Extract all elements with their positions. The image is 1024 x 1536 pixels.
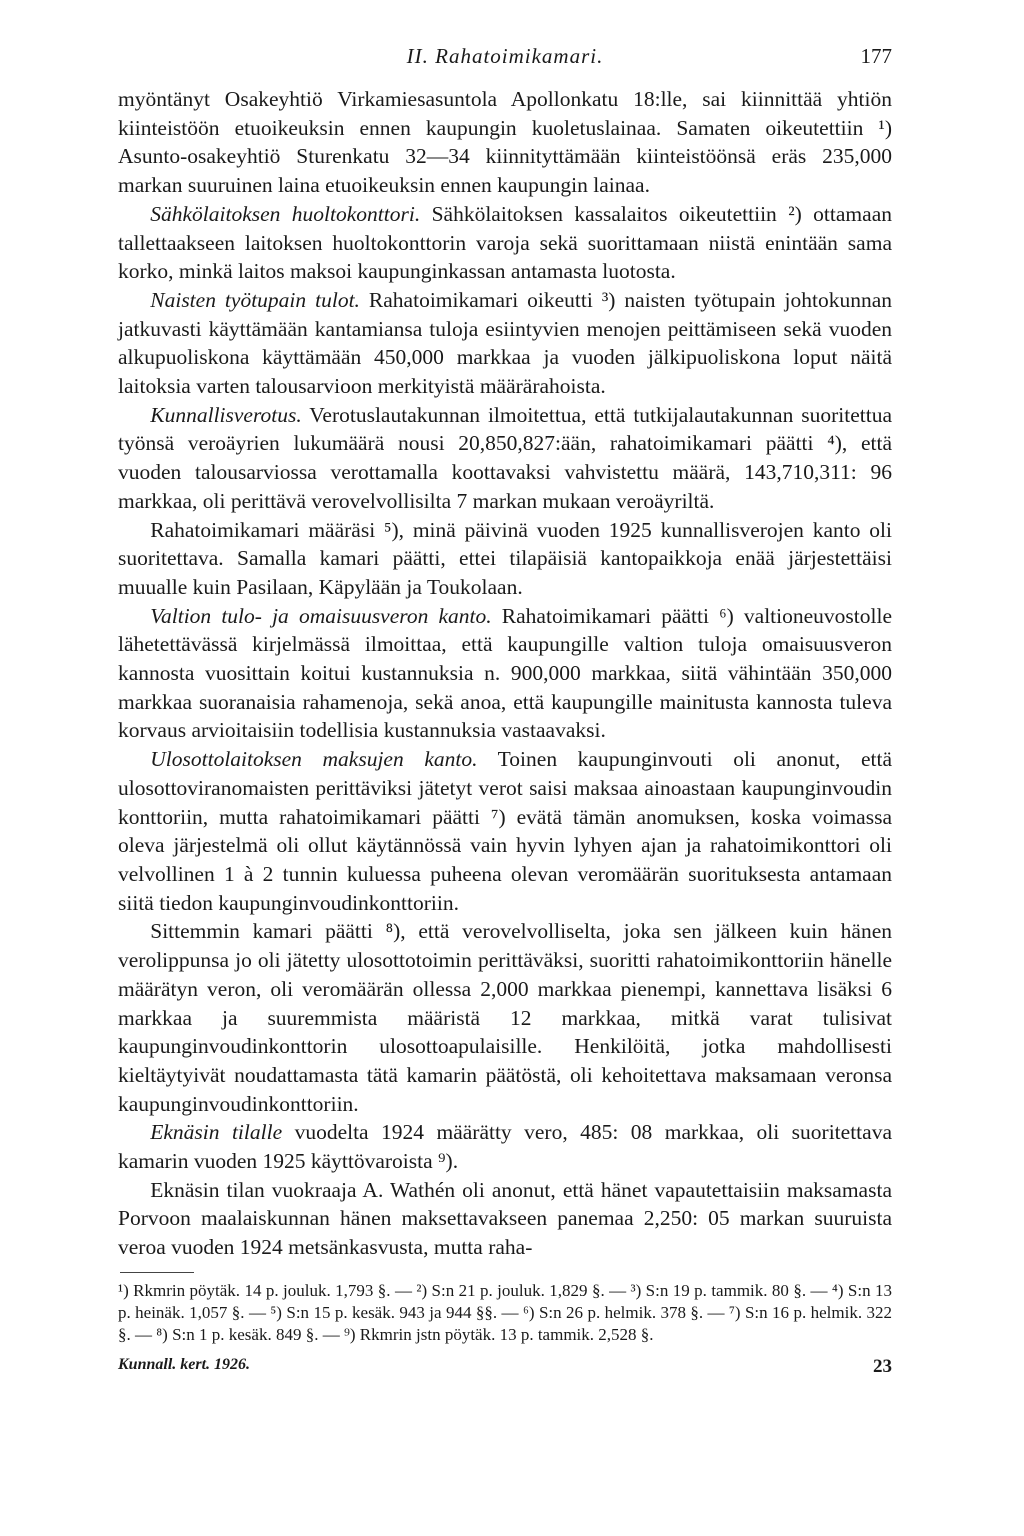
paragraph-heading: Naisten työtupain tulot. <box>150 287 360 312</box>
paragraph-9 <box>118 1118 892 1175</box>
paragraph-2 <box>118 200 892 286</box>
page-footer <box>118 1356 892 1386</box>
paragraph-7 <box>118 745 892 917</box>
paragraph-10 <box>118 1176 892 1262</box>
paragraph-heading: Kunnallisverotus. <box>150 402 302 427</box>
paragraph-text: Sittemmin kamari päätti ⁸), että verovelvolliselta, joka sen jälkeen kuin hänen verolippunsa jo oli jätetty ulosottotoimin perittäväksi, suoritti rahatoimikonttoriin hänelle määrätyn veron, oli veromäärän ollessa 2,000 markkaa pienempi, kannettava lisäksi 6 markkaa ja suuremmista määristä 12 markkaa, mitkä varat tulisivat kaupunginvoudinkonttorin ulosottoapulaisille. Henkilöitä, jotka mahdollisesti kieltäytyivät noudattamasta tätä kamarin päätöstä, oli kehoitettava maksamaan veronsa kaupunginvoudinkonttoriin. <box>118 919 892 1116</box>
footnote-divider <box>120 1272 194 1273</box>
paragraph-1 <box>118 85 892 200</box>
paragraph-heading: Eknäsin tilalle <box>150 1120 283 1145</box>
paragraph-6 <box>118 602 892 746</box>
paragraph-text: Rahatoimikamari päätti ⁶) valtioneuvostolle lähetettävässä kirjelmässä ilmoittaa, että kaupungille valtion tuloja omaisuusveron kannosta vuosittain koitui kustannuksia n. 900,000 markkaa, siitä vähintään 350,000 markkaa suoranaisia rahamenoja, sekä anoa, että kaupungille mainitusta kannosta tuleva korvaus arvioitaisiin todellisia kustannuksia vastaavaksi. <box>118 603 892 743</box>
paragraph-text: myöntänyt Osakeyhtiö Virkamiesasuntola Apollonkatu 18:lle, sai kiinnittää yhtiön kiinteistöön etuoikeuksin ennen kaupungin kuoletuslainaa. Samaten oikeutettiin ¹) Asunto-osakeyhtiö Sturenkatu 32—34 kiinnityttämään kiinteistöönsä eräs 235,000 markan suuruinen laina etuoikeuksin ennen kaupungin lainaa. <box>118 87 892 198</box>
paragraph-heading: Sähkölaitoksen huoltokonttori. <box>150 201 421 226</box>
paragraph-text: vuodelta 1924 määrätty vero, 485: 08 markkaa, oli suoritettava kamarin vuoden 1925 käyttövaroista ⁹). <box>118 1120 892 1174</box>
paragraph-8 <box>118 917 892 1118</box>
paragraph-3 <box>118 286 892 401</box>
footnotes: ¹) Rkmrin pöytäk. 14 p. jouluk. 1,793 §. — ²) S:n 21 p. jouluk. 1,829 §. — ³) S:n 19 p. tammik. 80 §. — ⁴) S:n 13 p. heinäk. 1,057 §. — ⁵) S:n 15 p. kesäk. 943 ja 944 §§. — ⁶) S:n 26 p. helmik. 378 §. — ⁷) S:n 16 p. helmik. 322 §. — ⁸) S:n 1 p. kesäk. 849 §. — ⁹) Rkmrin jstn pöytäk. 13 p. tammik. 2,528 §. <box>118 1281 892 1344</box>
paragraph-text: Rahatoimikamari oikeutti ³) naisten työtupain johtokunnan jatkuvasti käyttämään kantamiansa tuloja esiintyvien menojen peittämiseen sekä vuoden alkupuoliskona käyttämään 450,000 markkaa ja vuoden jälkipuoliskona loput näitä laitoksia varten talousarvioon merkityistä määrärahoista. <box>118 287 892 399</box>
paragraph-heading: Valtion tulo- ja omaisuusveron kanto. <box>150 603 492 628</box>
paragraph-text: Rahatoimikamari määräsi ⁵), minä päivinä vuoden 1925 kunnallisverojen kanto oli suoritettava. Samalla kamari päätti, ettei tilapäisiä kantopaikkoja enää järjestettäisi muualle kuin Pasilaan, Käpylään ja Toukolaan. <box>118 517 892 599</box>
signature-number: 23 <box>873 1356 892 1377</box>
page-number: 177 <box>860 44 892 68</box>
paragraph-text: Verotuslautakunnan ilmoitettua, että tutkijalautakunnan suoritettua työnsä veroäyrien lukumäärä nousi 20,850,827:ään, rahatoimikamari päätti ⁴), että vuoden talousarviossa verottamalla koottavaksi vahvistettu määrä, 143,710,311: 96 markkaa, oli perittävä verovelvollisilta 7 markan mukaan veroäyriltä. <box>118 402 892 513</box>
signature-mark: Kunnall. kert. 1926. <box>118 1356 251 1373</box>
page-header <box>118 44 892 78</box>
paragraph-heading: Ulosottolaitoksen maksujen kanto. <box>150 747 478 772</box>
running-title: II. Rahatoimikamari. <box>406 44 604 68</box>
paragraph-text: Eknäsin tilan vuokraaja A. Wathén oli anonut, että hänet vapautettaisiin maksamasta Porvoon maalaiskunnan hänen maksettavakseen panemaa 2,250: 05 markan suuruista veroa vuoden 1924 metsänkasvusta, mutta raha- <box>118 1177 892 1260</box>
paragraph-text: Toinen kaupunginvouti oli anonut, että ulosottoviranomaisten perittäviksi jätetyt verot saisi maksaa ainoastaan kaupunginvoudin konttoriin, mutta rahatoimikamari päätti ⁷) evätä tämän anomuksen, koska voimassa oleva järjestelmä oli ollut käytännössä vain hyvin lyhyen ajan ja rahatoimikonttori oli velvollinen 1 à 2 tunnin kuluessa puheena olevan veromäärän suorituksesta antamaan siitä tiedon kaupunginvoudinkonttoriin. <box>118 747 893 915</box>
body-text <box>118 85 892 1262</box>
paragraph-4 <box>118 401 892 516</box>
paragraph-text: Sähkölaitoksen kassalaitos oikeutettiin ²) ottamaan tallettaakseen laitoksen huoltokonttorin varoja sekä suorittamaan niistä enintään sama korko, minkä laitos maksoi kaupunginkassan antamasta luotosta. <box>118 201 892 284</box>
paragraph-5 <box>118 516 892 602</box>
